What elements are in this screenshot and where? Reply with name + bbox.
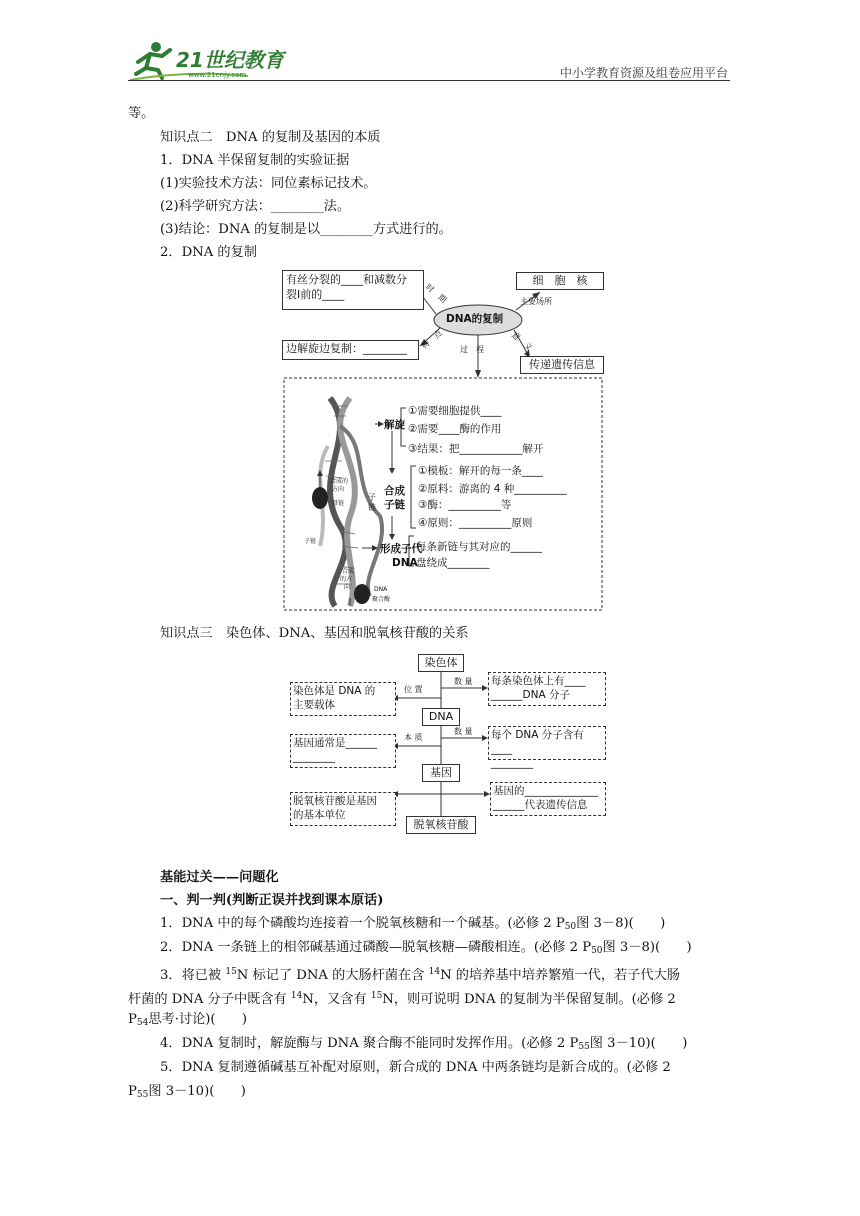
label-quantity: 数 量 xyxy=(454,677,473,686)
q-sub: 55 xyxy=(578,1042,590,1052)
q-sub: 54 xyxy=(136,1018,149,1028)
label-process: 过 程 xyxy=(460,345,484,354)
text-line: 基因的______________ xyxy=(493,785,598,797)
step-unwind: 解旋 xyxy=(384,419,405,431)
q-sup: 14 xyxy=(290,991,303,1001)
site-box: 细 胞 核 xyxy=(516,272,604,290)
question-5-line2 xyxy=(128,1082,246,1105)
runner-logo-icon xyxy=(128,40,298,82)
label-place: 主要场所 xyxy=(520,297,552,306)
q-tail: 图 3－10)( ) xyxy=(589,1036,688,1051)
text-line: 基因通常是______ xyxy=(293,737,377,749)
info-box xyxy=(490,782,606,816)
q-text: P xyxy=(128,1084,137,1099)
step3-a: 每条新链与其对应的______ xyxy=(416,541,542,553)
svg-text:www.21cnjy.com: www.21cnjy.com xyxy=(188,71,247,79)
q-text: 杆菌的 DNA 分子中既含有 xyxy=(128,992,291,1007)
carrier-box xyxy=(290,682,396,716)
q-sup: 15 xyxy=(370,991,383,1001)
label-essence: 本 质 xyxy=(404,733,423,742)
q-sub: 55 xyxy=(136,1090,149,1100)
fig-label: 母链 xyxy=(332,500,345,507)
q-text: 3．将已被 xyxy=(160,968,226,983)
text-line: (2)科学研究方法：________法。 xyxy=(160,199,351,214)
dna-replication-diagram xyxy=(280,266,606,612)
question-4 xyxy=(160,1034,687,1057)
question-3-line2 xyxy=(128,986,676,1010)
fig-label: 的方 xyxy=(340,576,353,583)
question-2 xyxy=(160,938,692,961)
text-line: 每个 DNA 分子含有____ xyxy=(491,729,584,755)
svg-text:21世纪教育: 21世纪教育 xyxy=(176,48,284,72)
text-line: (3)结论：DNA 的复制是以________方式进行的。 xyxy=(160,222,452,237)
q-text: 1．DNA 中的每个磷酸均连接着一个脱氧核糖和一个碱基。(必修 2 P xyxy=(160,916,565,931)
center-node: DNA的复制 xyxy=(446,313,504,325)
q-text: N 的培养基中培养繁殖一代，若子代大肠 xyxy=(440,968,680,983)
q-tail: 图 3－10)( ) xyxy=(148,1084,246,1099)
fig-label: 向 xyxy=(344,584,351,591)
text-line: ________ xyxy=(491,757,533,769)
text-line: 的基本单位 xyxy=(293,809,346,821)
step-synth-2: 子链 xyxy=(384,499,405,511)
phase-text-2: 裂Ⅰ前的____ xyxy=(286,288,345,301)
chromosome-node: 染色体 xyxy=(418,654,464,672)
count-box xyxy=(488,672,606,706)
kp2-title: 知识点二 DNA 的复制及基因的本质 xyxy=(160,130,381,145)
dna-node: DNA xyxy=(422,708,460,726)
unit-box xyxy=(290,792,396,826)
text-line: 染色体是 DNA 的 xyxy=(293,685,376,697)
q-tail: 图 3－8)( ) xyxy=(602,940,692,955)
gene-count-box xyxy=(488,726,606,769)
fig-label: 聚合酶 xyxy=(372,596,391,603)
step1-c: ③结果：把____________解开 xyxy=(408,443,544,455)
gene-definition-box xyxy=(290,734,396,768)
gene-node: 基因 xyxy=(422,764,460,782)
step2-c: ③酶：__________等 xyxy=(418,499,512,511)
q-text: N，则可说明 DNA 的复制为半保留复制。(必修 2 xyxy=(382,992,676,1007)
phase-box xyxy=(282,270,424,310)
step1-b: ②需要____酶的作用 xyxy=(408,423,502,435)
fig-label: DNA xyxy=(374,586,388,593)
meaning-box: 传递遗传信息 xyxy=(520,356,604,374)
chromosome-diagram xyxy=(286,652,606,836)
text-line: ________ xyxy=(293,751,335,763)
fig-label: 方向 xyxy=(332,486,345,493)
label-time: 时 期 xyxy=(423,282,449,305)
q-text: N 标记了 DNA 的大肠杆菌在含 xyxy=(236,968,429,983)
text-line: 1．DNA 半保留复制的实验证据 xyxy=(160,153,350,168)
fig-label: 子链 xyxy=(304,538,317,545)
question-3-line1 xyxy=(160,962,680,986)
q-tail: 图 3－8)( ) xyxy=(576,916,666,931)
phase-text-1: 有丝分裂的____和减数分 xyxy=(286,273,407,286)
site-logo xyxy=(128,40,298,82)
label-meaning: 意 义 xyxy=(509,330,535,353)
label-feature: 特 点 xyxy=(419,328,445,351)
q-text: 4．DNA 复制时，解旋酶与 DNA 聚合酶不能同时发挥作用。(必修 2 P xyxy=(160,1036,579,1051)
q-text: N，又含有 xyxy=(302,992,371,1007)
text-line: ______代表遗传信息 xyxy=(493,799,588,811)
label-position: 位 置 xyxy=(404,685,423,694)
step3-b: 盘绕成________ xyxy=(416,557,490,569)
text-line: (1)实验技术方法：同位素标记技术。 xyxy=(160,176,377,191)
q-text: 2．DNA 一条链上的相邻碱基通过磷酸—脱氧核糖—磷酸相连。(必修 2 P xyxy=(160,940,592,955)
question-5-line1: 5．DNA 复制遵循碱基互补配对原则，新合成的 DNA 中两条链均是新合成的。(必修 2 xyxy=(160,1060,671,1075)
kp3-title: 知识点三 染色体、DNA、基因和脱氧核苷酸的关系 xyxy=(160,626,469,641)
step-form-2: DNA xyxy=(392,557,418,569)
fig-label: 合成 xyxy=(342,568,355,575)
text-line: 等。 xyxy=(128,106,155,121)
q-text: P xyxy=(128,1012,137,1027)
text-line: 主要载体 xyxy=(293,699,335,711)
q-tail: 思考·讨论)( ) xyxy=(148,1012,248,1027)
q-sup: 14 xyxy=(428,967,441,977)
header-divider xyxy=(128,80,730,81)
step1-a: ①需要细胞提供____ xyxy=(408,405,502,417)
q-sub: 50 xyxy=(591,946,603,956)
step2-a: ①模板：解开的每一条____ xyxy=(418,465,543,477)
text-line: 每条染色体上有____ xyxy=(491,675,586,687)
q-sub: 50 xyxy=(564,922,577,932)
fig-label: 链 xyxy=(368,503,376,512)
q-sup: 15 xyxy=(225,967,237,977)
step2-b: ②原料：游离的 4 种__________ xyxy=(418,483,567,495)
header-platform-text: 中小学教育资源及组卷应用平台 xyxy=(559,66,728,80)
feature-box: 边解旋边复制：________ xyxy=(282,340,419,360)
text-line: 脱氧核苷酸是基因 xyxy=(293,795,377,807)
section-subtitle: 一、判一判(判断正误并找到课本原话) xyxy=(160,893,384,908)
nucleotide-node: 脱氧核苷酸 xyxy=(406,816,476,834)
step2-d: ④原则：__________原则 xyxy=(418,517,533,529)
text-line: ______DNA 分子 xyxy=(491,689,570,701)
fig-label: 子 xyxy=(368,493,376,502)
fig-label: 合成的 xyxy=(330,478,349,485)
question-1 xyxy=(160,914,665,937)
label-quantity: 数 量 xyxy=(454,727,473,736)
step-form-1: 形成子代 xyxy=(380,543,422,555)
step-synth-1: 合成 xyxy=(384,485,405,497)
section-title: 基能过关——问题化 xyxy=(160,870,279,885)
question-3-line3 xyxy=(128,1010,247,1033)
text-line: 2．DNA 的复制 xyxy=(160,245,257,260)
